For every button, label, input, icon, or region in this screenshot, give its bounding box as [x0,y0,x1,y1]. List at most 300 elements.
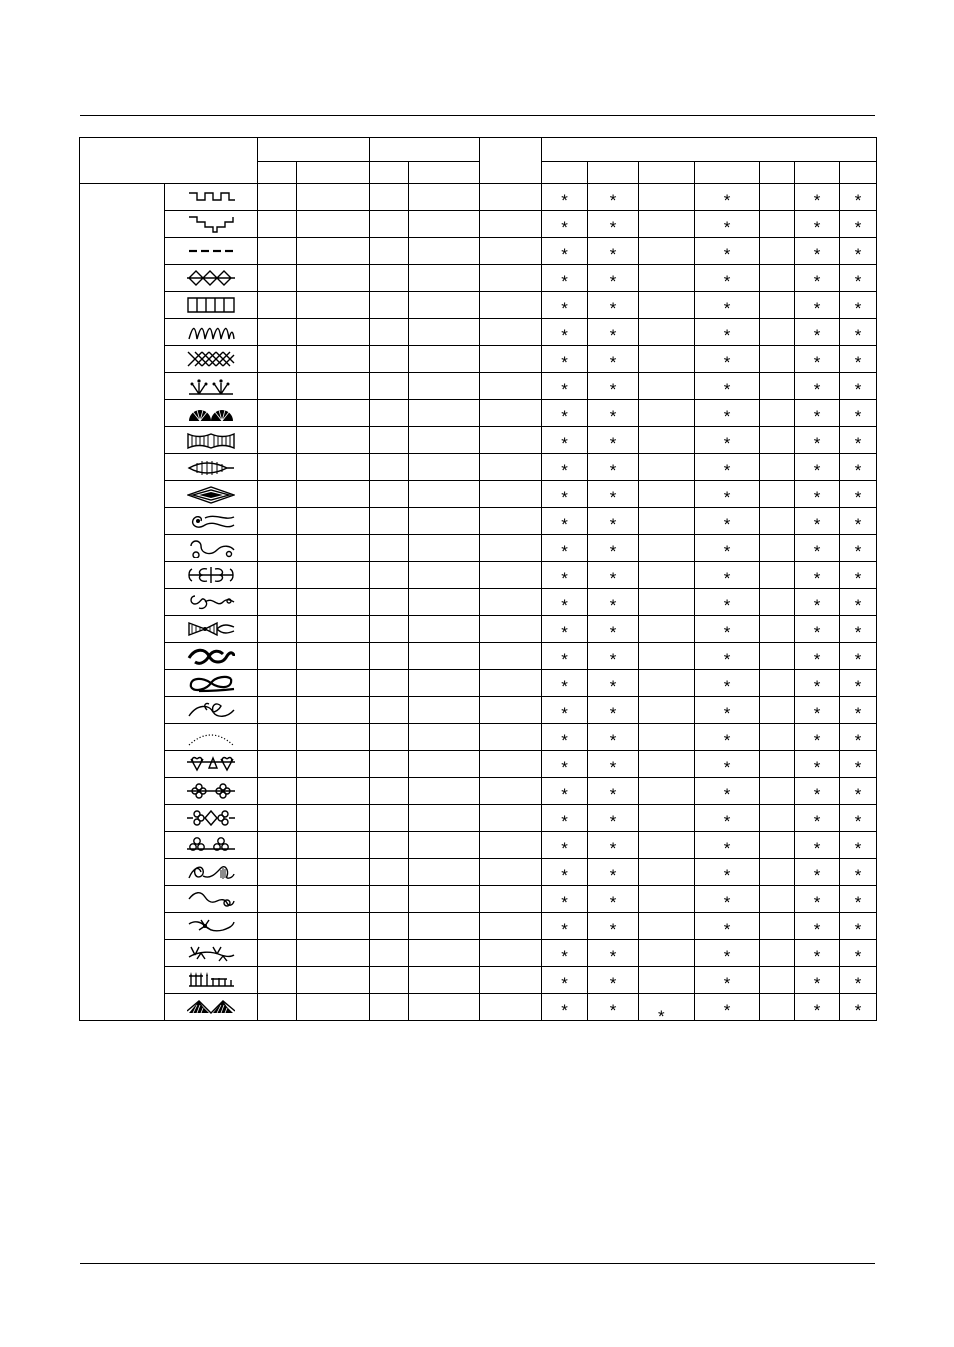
empty-cell [297,400,370,427]
asterisk-mark: * [609,730,617,750]
table-row [80,481,877,508]
pattern-cell [165,184,258,211]
mark-cell [695,778,760,805]
asterisk-mark: * [854,271,862,291]
empty-cell [480,589,542,616]
mark-cell [588,292,639,319]
empty-cell [297,886,370,913]
empty-cell [370,319,409,346]
asterisk-mark: * [854,325,862,345]
table-row [80,805,877,832]
asterisk-mark: * [854,541,862,561]
mark-cell [695,265,760,292]
empty-cell [258,400,297,427]
asterisk-mark: * [723,865,731,885]
mark-cell [795,346,840,373]
asterisk-mark: * [723,919,731,939]
empty-cell [258,292,297,319]
asterisk-mark: * [561,649,568,669]
dotted-arc-stitch-icon [187,727,235,747]
asterisk-mark: * [723,487,731,507]
asterisk-mark: * [561,757,568,777]
empty-cell [480,184,542,211]
asterisk-mark: * [854,217,862,237]
empty-cell [480,238,542,265]
mark-cell [542,832,588,859]
pattern-cell [165,238,258,265]
mark-cell [542,940,588,967]
mark-cell [639,751,695,778]
mark-cell [840,805,877,832]
asterisk-mark: * [723,973,731,993]
empty-cell [258,940,297,967]
mark-cell [695,292,760,319]
mark-cell [542,292,588,319]
empty-cell [297,373,370,400]
mark-cell [639,535,695,562]
empty-cell [409,319,480,346]
asterisk-mark: * [854,865,862,885]
asterisk-mark: * [609,217,617,237]
mark-cell [795,427,840,454]
table-row [80,211,877,238]
mark-cell [760,751,795,778]
empty-cell [297,778,370,805]
mark-cell [639,292,695,319]
mark-cell [588,400,639,427]
empty-cell [297,697,370,724]
mark-cell [588,805,639,832]
mark-cell [542,562,588,589]
mark-cell [840,238,877,265]
mark-cell [795,265,840,292]
empty-cell [297,481,370,508]
mark-cell [840,994,877,1021]
subheader-cell [795,162,840,184]
empty-cell [370,454,409,481]
mark-cell [840,886,877,913]
empty-cell [297,535,370,562]
clover-diamond-stitch-icon [187,808,235,828]
table-row [80,373,877,400]
empty-cell [258,805,297,832]
empty-cell [409,292,480,319]
mark-cell [639,589,695,616]
asterisk-mark: * [813,568,821,588]
mark-cell [695,508,760,535]
subheader-cell [297,162,370,184]
mark-cell [795,913,840,940]
empty-cell [297,238,370,265]
mark-cell [695,967,760,994]
subheader-cell [760,162,795,184]
asterisk-mark: * [609,298,617,318]
mark-cell [795,535,840,562]
empty-cell [370,508,409,535]
asterisk-mark: * [813,433,821,453]
asterisk-mark: * [813,973,821,993]
mark-cell [840,319,877,346]
mark-cell [639,562,695,589]
header-rule [80,115,875,116]
pattern-cell [165,373,258,400]
empty-cell [409,508,480,535]
pattern-cell [165,859,258,886]
trefoil-stitch-icon [187,835,235,855]
asterisk-mark: * [609,757,617,777]
asterisk-mark: * [854,514,862,534]
table-row [80,994,877,1021]
asterisk-mark: * [561,271,568,291]
mark-cell [588,346,639,373]
mark-cell [695,211,760,238]
subheader-cell [588,162,639,184]
mark-cell [795,643,840,670]
empty-cell [409,697,480,724]
mark-cell [588,616,639,643]
pattern-cell [165,508,258,535]
asterisk-mark: * [723,811,731,831]
mark-cell [695,724,760,751]
asterisk-mark: * [813,298,821,318]
mark-cell [795,886,840,913]
asterisk-mark: * [813,271,821,291]
mark-cell [840,292,877,319]
mark-cell [542,778,588,805]
asterisk-mark: * [854,190,862,210]
empty-cell [370,805,409,832]
table-row [80,427,877,454]
mark-cell [588,994,639,1021]
asterisk-mark: * [609,676,617,696]
mark-cell [588,751,639,778]
asterisk-mark: * [609,541,617,561]
empty-cell [370,265,409,292]
asterisk-mark: * [561,460,568,480]
mark-cell [639,886,695,913]
empty-cell [258,670,297,697]
mark-cell [542,967,588,994]
sprout-stitch-icon [187,376,235,396]
empty-cell [480,346,542,373]
asterisk-mark: * [561,676,568,696]
subheader-cell [409,162,480,184]
asterisk-mark: * [561,352,568,372]
pattern-cell [165,454,258,481]
empty-cell [480,373,542,400]
mark-cell [639,481,695,508]
asterisk-mark: * [854,487,862,507]
asterisk-mark: * [854,379,862,399]
mark-cell [588,562,639,589]
asterisk-mark: * [609,271,617,291]
mark-cell [695,238,760,265]
mark-cell [639,859,695,886]
table-row [80,400,877,427]
empty-cell [480,400,542,427]
dashed-stitch-icon [187,241,235,261]
empty-cell [258,211,297,238]
asterisk-mark: * [854,757,862,777]
subheader-cell [695,162,760,184]
table-row [80,454,877,481]
mark-cell [588,184,639,211]
table-row [80,319,877,346]
empty-cell [297,319,370,346]
crosshatch-stitch-icon [187,349,235,369]
empty-cell [409,994,480,1021]
pattern-cell [165,697,258,724]
mark-cell [542,886,588,913]
mark-cell [639,643,695,670]
asterisk-mark: * [561,217,568,237]
table-row [80,859,877,886]
asterisk-mark: * [609,865,617,885]
asterisk-mark: * [813,1000,821,1020]
asterisk-mark: * [609,406,617,426]
empty-cell [409,427,480,454]
empty-cell [370,535,409,562]
mark-cell [695,481,760,508]
mark-cell [795,616,840,643]
empty-cell [409,184,480,211]
mark-cell [588,940,639,967]
mark-cell [695,886,760,913]
mark-cell [840,454,877,481]
mark-cell [795,994,840,1021]
empty-cell [370,346,409,373]
asterisk-mark: * [854,838,862,858]
mark-cell [639,778,695,805]
asterisk-mark: * [723,784,731,804]
empty-cell [370,589,409,616]
asterisk-mark: * [813,487,821,507]
empty-cell [480,427,542,454]
mark-cell [639,427,695,454]
asterisk-mark: * [609,325,617,345]
asterisk-mark: * [723,730,731,750]
picket-stitch-icon [187,970,235,990]
asterisk-mark: * [813,595,821,615]
floral-curve-stitch-icon [187,916,235,936]
mark-cell [760,967,795,994]
empty-cell [258,373,297,400]
mark-cell [840,589,877,616]
pattern-cell [165,292,258,319]
empty-cell [258,319,297,346]
empty-cell [409,211,480,238]
mark-cell [840,373,877,400]
pattern-cell [165,994,258,1021]
asterisk-mark: * [561,541,568,561]
empty-cell [409,346,480,373]
pattern-cell [165,616,258,643]
asterisk-mark: * [813,757,821,777]
mark-cell [639,832,695,859]
empty-cell [409,967,480,994]
mark-cell [795,832,840,859]
header-group-1 [258,138,370,162]
table-row [80,589,877,616]
mark-cell [760,400,795,427]
curl-swirl-stitch-icon [187,592,235,612]
asterisk-mark: * [609,595,617,615]
mark-cell [840,184,877,211]
mark-cell [760,292,795,319]
pattern-cell [165,346,258,373]
asterisk-mark: * [609,622,617,642]
asterisk-mark: * [723,595,731,615]
asterisk-mark: * [723,946,731,966]
mark-cell [760,832,795,859]
empty-cell [480,211,542,238]
asterisk-mark: * [813,811,821,831]
empty-cell [409,535,480,562]
empty-cell [258,238,297,265]
leaf-satin-stitch-icon [187,457,235,477]
empty-cell [258,616,297,643]
pattern-cell [165,940,258,967]
table-row [80,535,877,562]
mark-cell [840,913,877,940]
mark-cell [588,265,639,292]
stitch-category-cell [80,184,165,1021]
empty-cell [297,508,370,535]
empty-cell [258,913,297,940]
empty-cell [370,481,409,508]
subheader-cell [639,162,695,184]
empty-cell [297,427,370,454]
empty-cell [258,994,297,1021]
mark-cell [542,724,588,751]
pattern-cell [165,967,258,994]
empty-cell [480,265,542,292]
empty-cell [258,265,297,292]
asterisk-mark: * [561,865,568,885]
mark-cell [695,184,760,211]
mark-cell [588,481,639,508]
empty-cell [297,940,370,967]
asterisk-mark: * [813,703,821,723]
empty-cell [297,643,370,670]
asterisk-mark: * [723,703,731,723]
mark-cell [795,724,840,751]
asterisk-mark: * [609,838,617,858]
empty-cell [480,832,542,859]
mark-cell [795,859,840,886]
asterisk-mark: * [813,244,821,264]
mark-cell [795,670,840,697]
pattern-cell [165,805,258,832]
empty-cell [480,994,542,1021]
asterisk-mark: * [561,244,568,264]
s-curl-stitch-icon [187,538,235,558]
pattern-cell [165,211,258,238]
empty-cell [370,967,409,994]
empty-cell [258,751,297,778]
subheader-cell [542,162,588,184]
asterisk-mark: * [561,406,568,426]
pattern-cell [165,724,258,751]
mark-cell [760,481,795,508]
mark-cell [840,643,877,670]
table-row [80,697,877,724]
pattern-cell [165,535,258,562]
mark-cell [840,400,877,427]
pattern-cell [165,832,258,859]
mark-cell [695,913,760,940]
asterisk-mark: * [813,946,821,966]
empty-cell [370,697,409,724]
mark-cell [795,481,840,508]
empty-cell [297,454,370,481]
asterisk-mark: * [561,622,568,642]
asterisk-mark: * [609,811,617,831]
asterisk-mark: * [813,325,821,345]
asterisk-mark: * [854,460,862,480]
empty-cell [409,670,480,697]
mark-cell [760,778,795,805]
empty-cell [370,643,409,670]
empty-cell [258,481,297,508]
asterisk-mark: * [609,244,617,264]
empty-cell [258,832,297,859]
mark-cell [840,535,877,562]
empty-cell [480,319,542,346]
table-row [80,670,877,697]
mark-cell [695,859,760,886]
empty-cell [480,292,542,319]
mark-cell [760,994,795,1021]
mark-cell [795,562,840,589]
asterisk-mark: * [609,784,617,804]
mark-cell [542,400,588,427]
mark-cell [760,184,795,211]
mark-cell [588,454,639,481]
mark-cell [588,238,639,265]
mark-cell [542,346,588,373]
mark-cell [639,697,695,724]
empty-cell [409,940,480,967]
asterisk-mark: * [723,433,731,453]
mark-cell [840,427,877,454]
table-row [80,751,877,778]
asterisk-mark: * [854,892,862,912]
asterisk-mark: * [854,730,862,750]
empty-cell [409,778,480,805]
empty-cell [480,481,542,508]
mark-cell [542,697,588,724]
mark-cell [639,400,695,427]
figure-eight-stitch-icon [187,673,235,693]
asterisk-mark: * [609,892,617,912]
leaf-vine-stitch-icon [187,700,235,720]
mark-cell [760,508,795,535]
table-row [80,778,877,805]
asterisk-mark: * [561,946,568,966]
clover-line-stitch-icon [187,781,235,801]
pattern-cell [165,265,258,292]
asterisk-mark: * [813,919,821,939]
mark-cell [588,535,639,562]
asterisk-mark: * [561,298,568,318]
mark-cell [760,724,795,751]
table-row [80,616,877,643]
mark-cell [760,616,795,643]
asterisk-mark: * [609,568,617,588]
mark-cell [542,805,588,832]
mark-cell [542,211,588,238]
